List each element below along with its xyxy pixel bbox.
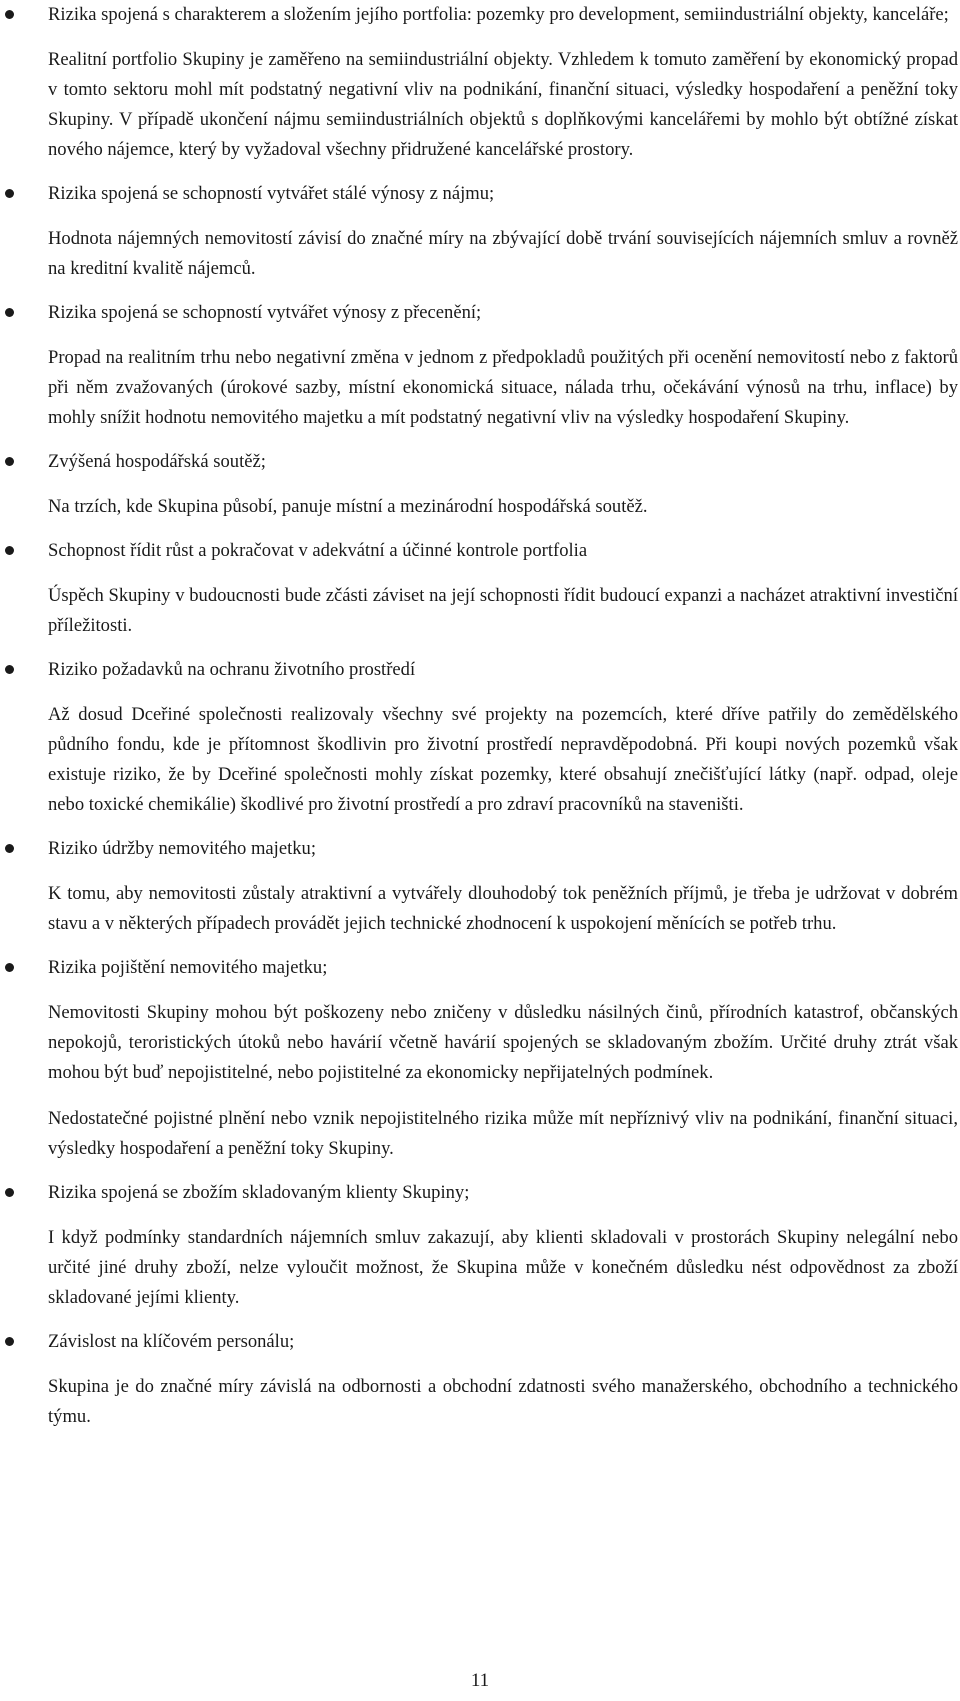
item-heading: Rizika pojištění nemovitého majetku;: [48, 957, 328, 978]
list-item: [48, 0, 958, 165]
page-number: 11: [470, 1670, 490, 1691]
item-heading: Rizika spojená se schopností vytvářet výnosy z přecenění;: [48, 302, 482, 323]
item-paragraph: K tomu, aby nemovitosti zůstaly atraktivní a vytvářely dlouhodobý tok peněžních příjmů, je třeba je udržovat v dobrém stavu a v některých případech provádět jejich technické zhodnocení k uspokojení měnících se potřeb trhu.: [48, 883, 958, 934]
bullet-icon: [5, 1188, 14, 1197]
list-item: [48, 834, 958, 939]
list-item: [48, 179, 958, 284]
item-heading: Závislost na klíčovém personálu;: [48, 1331, 295, 1352]
bullet-icon: [5, 665, 14, 674]
item-heading: Riziko požadavků na ochranu životního prostředí: [48, 659, 416, 680]
list-item: [48, 1327, 958, 1432]
item-paragraph: Na trzích, kde Skupina působí, panuje místní a mezinárodní hospodářská soutěž.: [48, 496, 648, 517]
item-paragraph: Úspěch Skupiny v budoucnosti bude zčásti záviset na její schopnosti řídit budoucí expanzi a nacházet atraktivní investiční příležitosti.: [48, 585, 958, 636]
bullet-icon: [5, 308, 14, 317]
item-heading: Rizika spojená se zbožím skladovaným klienty Skupiny;: [48, 1182, 470, 1203]
item-paragraph: Propad na realitním trhu nebo negativní změna v jednom z předpokladů použitých při ocenění nemovitostí nebo z faktorů při něm zvažovaných (úrokové sazby, místní ekonomická situace, nálada trhu, očekávání výnosů na trhu, inflace) by mohly snížit hodnotu nemovitého majetku a mít podstatný negativní vliv na výsledky hospodaření Skupiny.: [48, 347, 958, 428]
bullet-icon: [5, 189, 14, 198]
item-paragraph: Skupina je do značné míry závislá na odbornosti a obchodní zdatnosti svého manažerského, obchodního a technického týmu.: [48, 1376, 958, 1427]
item-paragraph: Nemovitosti Skupiny mohou být poškozeny nebo zničeny v důsledku násilných činů, přírodních katastrof, občanských nepokojů, teroristických útoků nebo havárií včetně havárií spojených se skladovaným zbožím. Určité druhy ztrát však mohou být buď nepojistitelné, nebo pojistitelné za ekonomicky nepřijatelných podmínek.: [48, 1002, 958, 1083]
item-paragraph: Hodnota nájemných nemovitostí závisí do značné míry na zbývající době trvání souvisejících nájemních smluv a rovněž na kreditní kvalitě nájemců.: [48, 228, 958, 279]
item-heading: Rizika spojená s charakterem a složením jejího portfolia: pozemky pro development, semiindustriální objekty, kanceláře;: [48, 4, 949, 25]
list-item: [48, 953, 958, 1164]
list-item: [48, 298, 958, 433]
risk-list: [48, 0, 958, 1432]
bullet-icon: [5, 457, 14, 466]
item-paragraph: Realitní portfolio Skupiny je zaměřeno na semiindustriální objekty. Vzhledem k tomuto zaměření by ekonomický propad v tomto sektoru mohl mít podstatný negativní vliv na podnikání, finanční situaci, výsledky hospodaření a peněžní toky Skupiny. V případě ukončení nájmu semiindustriálních objektů s doplňkovými kancelářemi by mohlo být obtížné získat nového nájemce, který by vyžadoval všechny přidružené kancelářské prostory.: [48, 49, 958, 160]
list-item: [48, 447, 958, 522]
item-paragraph: I když podmínky standardních nájemních smluv zakazují, aby klienti skladovali v prostorách Skupiny nelegální nebo určité jiné druhy zboží, nelze vyloučit možnost, že Skupina může v konečném důsledku nést odpovědnost za zboží skladované jejími klienty.: [48, 1227, 958, 1308]
list-item: [48, 655, 958, 820]
bullet-icon: [5, 1337, 14, 1346]
bullet-icon: [5, 963, 14, 972]
list-item: [48, 536, 958, 641]
item-heading: Schopnost řídit růst a pokračovat v adekvátní a účinné kontrole portfolia: [48, 540, 588, 561]
item-paragraph: Až dosud Dceřiné společnosti realizovaly všechny své projekty na pozemcích, které dříve patřily do zemědělského půdního fondu, kde je přítomnost škodlivin pro životní prostředí nepravděpodobná. Při koupi nových pozemků však existuje riziko, že by Dceřiné společnosti mohly získat pozemky, které obsahují znečišťující látky (např. odpad, oleje nebo toxické chemikálie) škodlivé pro životní prostředí a pro zdraví pracovníků na staveništi.: [48, 704, 958, 815]
bullet-icon: [5, 546, 14, 555]
bullet-icon: [5, 10, 14, 19]
item-heading: Riziko údržby nemovitého majetku;: [48, 838, 317, 859]
item-heading: Zvýšená hospodářská soutěž;: [48, 451, 266, 472]
item-heading: Rizika spojená se schopností vytvářet stálé výnosy z nájmu;: [48, 183, 495, 204]
bullet-icon: [5, 844, 14, 853]
list-item: [48, 1178, 958, 1313]
item-paragraph: Nedostatečné pojistné plnění nebo vznik nepojistitelného rizika může mít nepříznivý vliv na podnikání, finanční situaci, výsledky hospodaření a peněžní toky Skupiny.: [48, 1108, 958, 1159]
